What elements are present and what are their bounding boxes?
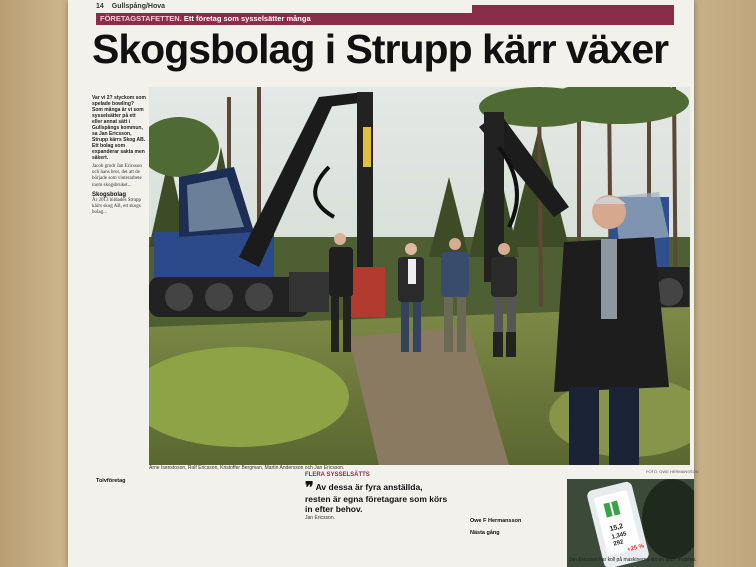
body-text-2: År 2013 bildades Strupp kärrs skog AB, ett skogs bolag... [92, 197, 142, 216]
phone-value-2: 1,345 [611, 531, 628, 541]
body-column-5 [470, 478, 562, 567]
photo-caption: Arne Isenstoson, Rolf Ericsson, Kristoffer Bergman, Martin Andersson och Jan Ericsson. [149, 465, 345, 471]
ingress: Var vi 2? styckom som spelade bowling? Som många är vi som sysselsätter på ett eller annat sätt i Gullspångs kommun, sa Jan Ericsson, Strupp kärrs Skog AB. Ett bolag som expanderar sakta men säkert. [92, 95, 146, 161]
body-column-4 [400, 520, 468, 567]
quote-author: Jan Ericsson. [305, 515, 336, 521]
page-header [96, 3, 165, 10]
forest-photo-illustration [149, 87, 690, 465]
background-right-edge [694, 0, 756, 567]
body-column-2 [150, 478, 248, 567]
subhead-nasta-gang: Nästa gång [470, 530, 500, 536]
phone-photo [567, 479, 694, 567]
phone-percent: +25 % [626, 543, 645, 554]
kicker-bar-right [472, 5, 674, 25]
quote-label: FLERA SYSSELSÄTTS [305, 472, 370, 478]
body-column-1 [96, 478, 150, 567]
phone-value-3: 292 [612, 539, 625, 548]
phone-value-1: 15,2 [609, 522, 624, 533]
subhead-tolvforetag: Tolvföretag [96, 478, 126, 484]
subhead-byline: Owe F Hermansson [470, 518, 522, 524]
body-column-3 [250, 478, 302, 567]
kicker-text: Ett företag som sysselsätter många [183, 14, 311, 23]
photo-credit: FOTO: OWE HERMANSSON [646, 469, 699, 474]
left-column [92, 95, 146, 465]
kicker-label: FÖRETAGSTAFETTEN. [100, 14, 182, 23]
page-number: 14 [96, 3, 104, 10]
phone-caption: Jan Ericsson har koll på maskinerna via en app i mobilen. [569, 557, 697, 563]
headline: Skogsbolag i Strupp kärr växer [92, 26, 669, 72]
quote-text: Av dessa är fyra anställda, resten är egna företagare som körs in efter behov. [305, 482, 448, 514]
quote-mark-icon: ❞ [305, 480, 314, 497]
main-photo [149, 87, 690, 465]
section-name: Gullspång/Hova [111, 3, 166, 10]
background-left-edge [0, 0, 70, 567]
phone-illustration [567, 479, 694, 567]
body-text: Jacob grodr Jan Ericsson och hans bror, det att de började som vinterarbete inom skogsbruket... [92, 164, 142, 188]
kicker-bar [96, 13, 472, 25]
pull-quote [305, 482, 450, 514]
subhead-skogsbolag: Skogsbolag [92, 191, 127, 198]
